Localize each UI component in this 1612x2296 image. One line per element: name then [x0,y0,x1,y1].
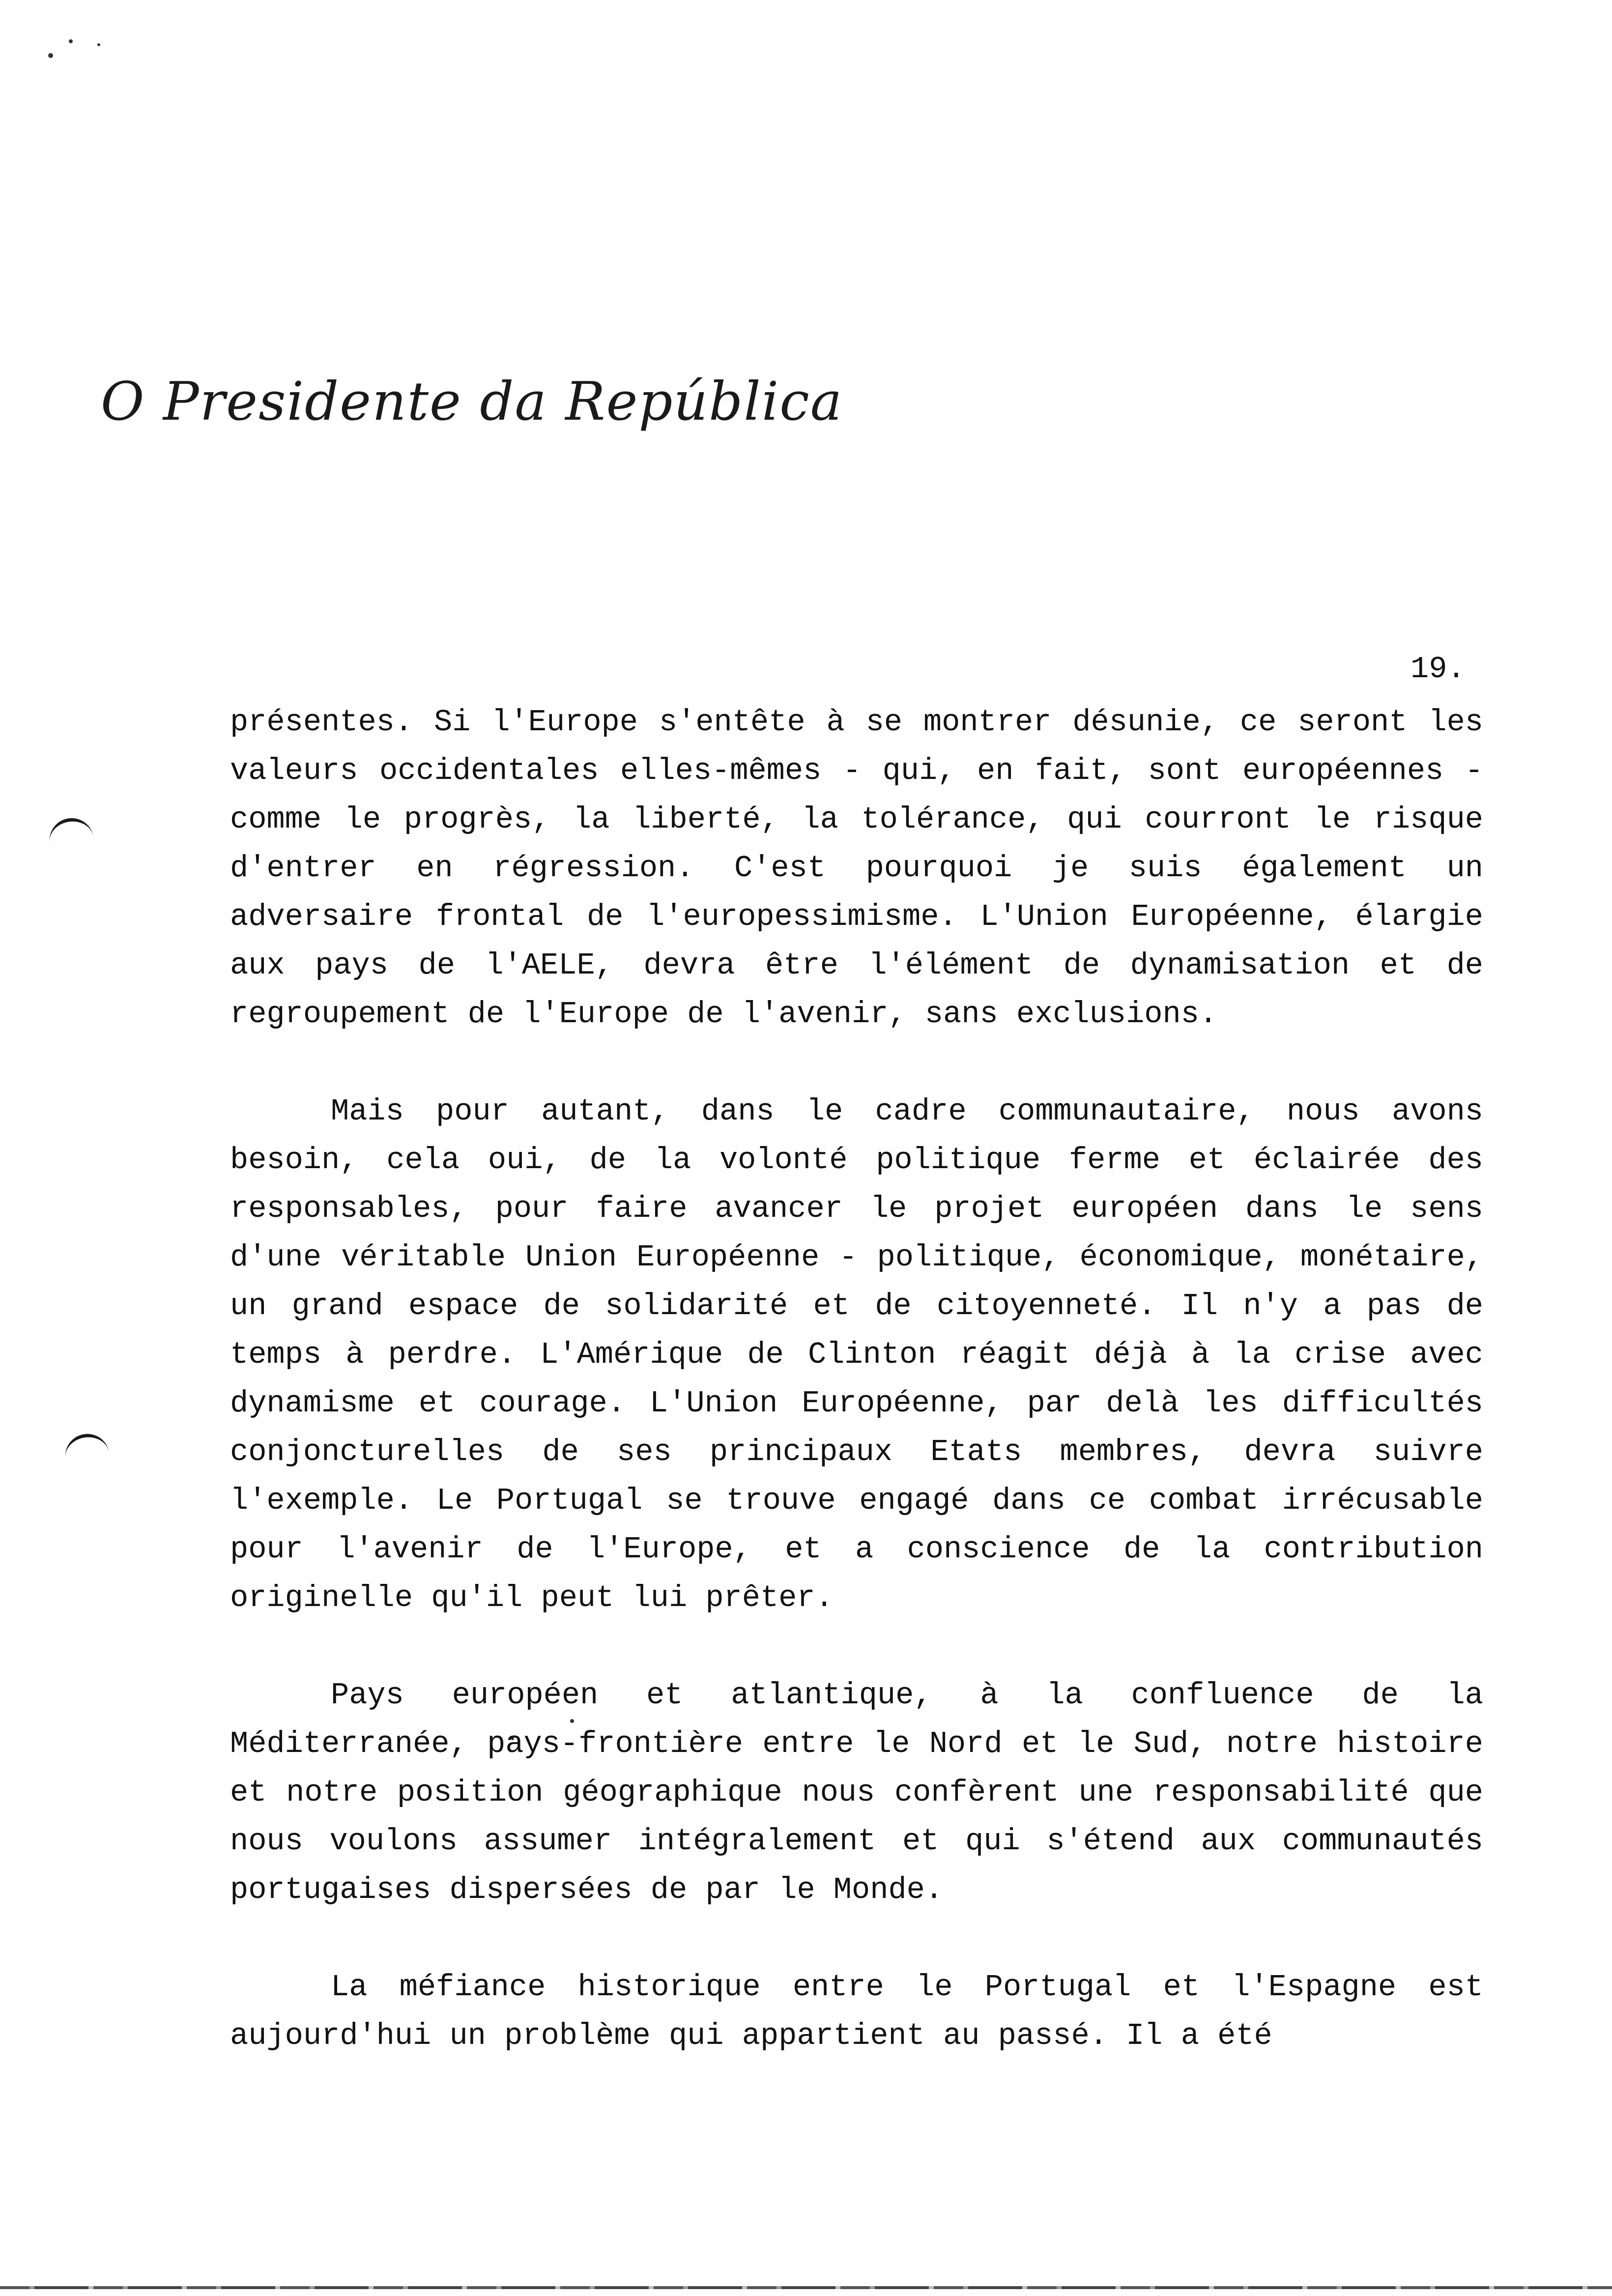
letter-body [230,698,1483,2109]
page-number: 19. [1410,652,1466,687]
scan-speck [69,39,73,43]
scan-speck [48,53,53,58]
paragraph: présentes. Si l'Europe s'entête à se montrer désunie, ce seront les valeurs occidentales elles-mêmes - qui, en fait, sont européennes - comme le progrès, la liberté, la tolérance, qui courront le risque d'entrer en régression. C'est pourquoi je suis également un adversaire frontal de l'europessimisme. L'Union Européenne, élargie aux pays de l'AELE, devra être l'élément de dynamisation et de regroupement de l'Europe de l'avenir, sans exclusions. [230,705,1483,1032]
letterhead-title: O Presidente da República [101,371,843,432]
margin-pencil-mark [47,815,94,846]
scan-bottom-edge [0,2286,1612,2289]
paragraph: Pays européen et atlantique, à la confluence de la Méditerranée, pays-frontière entre le Nord et le Sud, notre histoire et notre position géographique nous confèrent une responsabilité que nous voulons assumer intégralement et qui s'étend aux communautés portugaises dispersées de par le Monde. [230,1678,1483,1907]
paragraph: Mais pour autant, dans le cadre communautaire, nous avons besoin, cela oui, de la volonté politique ferme et éclairée des responsables, pour faire avancer le projet européen dans le sens d'une véritable Union Européenne - politique, économique, monétaire, un grand espace de solidarité et de citoyenneté. Il n'y a pas de temps à perdre. L'Amérique de Clinton réagit déjà à la crise avec dynamisme et courage. L'Union Européenne, par delà les difficultés conjoncturelles de ses principaux Etats membres, devra suivre l'exemple. Le Portugal se trouve engagé dans ce combat irrécusable pour l'avenir de l'Europe, et a conscience de la contribution originelle qu'il peut lui prêter. [230,1094,1483,1615]
margin-pencil-mark [62,1431,110,1462]
scan-speck [97,43,100,46]
paragraph: La méfiance historique entre le Portugal et l'Espagne est aujourd'hui un problème qui appartient au passé. Il a été [230,1970,1483,2053]
